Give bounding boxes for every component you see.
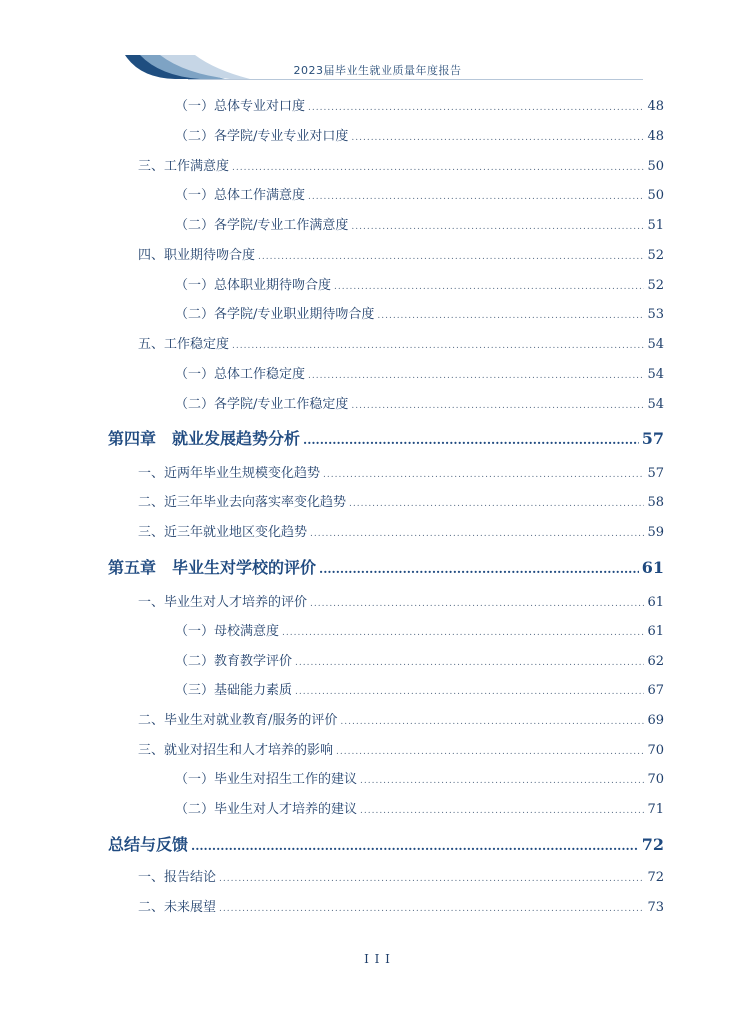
toc-entry-page: 50	[647, 188, 664, 203]
toc-entry-label: （二）毕业生对人才培养的建议	[175, 802, 358, 817]
toc-entry-label: （一）总体职业期待吻合度	[175, 278, 332, 293]
toc-dot-leader	[310, 599, 644, 609]
toc-entry-label: （一）总体工作满意度	[175, 188, 306, 203]
toc-entry-label: （二）各学院/专业职业期待吻合度	[175, 307, 375, 322]
toc-entry-label: 五、工作稳定度	[138, 337, 230, 352]
toc-dot-leader	[340, 717, 644, 727]
toc-entry[interactable]	[175, 95, 664, 115]
toc-entry[interactable]	[138, 521, 664, 541]
toc-dot-leader	[303, 433, 639, 447]
toc-dot-leader	[219, 904, 644, 914]
toc-entry-label: （二）各学院/专业工作稳定度	[175, 397, 349, 412]
toc-dot-leader	[351, 401, 644, 411]
toc-dot-leader	[295, 658, 644, 668]
toc-entry-page: 48	[647, 99, 664, 114]
toc-entry-page: 57	[647, 466, 664, 481]
toc-entry-page: 70	[647, 772, 664, 787]
toc-entry[interactable]	[138, 333, 664, 353]
toc-entry-page: 57	[641, 429, 664, 448]
toc-dot-leader	[349, 499, 644, 509]
toc-dot-leader	[258, 252, 644, 262]
toc-entry-label: （二）各学院/专业专业对口度	[175, 129, 349, 144]
toc-dot-leader	[295, 687, 644, 697]
toc-dot-leader	[336, 747, 644, 757]
toc-dot-leader	[308, 192, 644, 202]
toc-entry-page: 72	[641, 835, 664, 854]
toc-entry-page: 70	[647, 743, 664, 758]
toc-dot-leader	[360, 806, 644, 816]
toc-entry-label: 一、近两年毕业生规模变化趋势	[138, 466, 321, 481]
toc-entry-page: 54	[647, 397, 664, 412]
toc-entry[interactable]	[175, 303, 664, 323]
toc-entry-page: 61	[647, 624, 664, 639]
header-divider	[188, 79, 643, 80]
toc-entry-label: 二、未来展望	[138, 900, 217, 915]
toc-entry-page: 51	[647, 218, 664, 233]
toc-entry-label: 二、毕业生对就业教育/服务的评价	[138, 713, 338, 728]
toc-entry[interactable]	[175, 184, 664, 204]
toc-entry[interactable]	[175, 393, 664, 413]
toc-entry-label: 第四章 就业发展趋势分析	[108, 429, 301, 448]
toc-dot-leader	[219, 874, 644, 884]
toc-dot-leader	[232, 341, 644, 351]
toc-entry-label: （二）教育教学评价	[175, 654, 293, 669]
toc-entry-page: 62	[647, 654, 664, 669]
toc-dot-leader	[282, 628, 644, 638]
toc-dot-leader	[377, 311, 644, 321]
toc-entry[interactable]	[138, 462, 664, 482]
toc-entry-label: （二）各学院/专业工作满意度	[175, 218, 349, 233]
toc-entry[interactable]	[138, 739, 664, 759]
toc-entry-label: 二、近三年毕业去向落实率变化趋势	[138, 495, 347, 510]
toc-dot-leader	[351, 222, 644, 232]
toc-entry[interactable]	[175, 620, 664, 640]
toc-entry[interactable]	[138, 491, 664, 511]
toc-entry-page: 54	[647, 337, 664, 352]
toc-dot-leader	[351, 133, 644, 143]
toc-entry[interactable]	[138, 244, 664, 264]
toc-chapter-entry[interactable]	[108, 555, 664, 575]
toc-entry[interactable]	[138, 591, 664, 611]
toc-entry-label: 三、近三年就业地区变化趋势	[138, 525, 308, 540]
toc-chapter-entry[interactable]	[108, 832, 664, 852]
toc-entry-page: 72	[647, 870, 664, 885]
toc-entry[interactable]	[175, 363, 664, 383]
toc-entry-page: 52	[647, 278, 664, 293]
toc-entry-page: 50	[647, 159, 664, 174]
toc-entry-page: 73	[647, 900, 664, 915]
toc-entry-page: 58	[647, 495, 664, 510]
toc-entry-page: 48	[647, 129, 664, 144]
toc-dot-leader	[360, 776, 644, 786]
toc-entry-label: 三、就业对招生和人才培养的影响	[138, 743, 334, 758]
toc-entry[interactable]	[175, 679, 664, 699]
toc-entry-label: （一）总体工作稳定度	[175, 367, 306, 382]
toc-entry[interactable]	[175, 214, 664, 234]
toc-entry-page: 53	[647, 307, 664, 322]
toc-chapter-entry[interactable]	[108, 426, 664, 446]
toc-entry-label: （一）总体专业对口度	[175, 99, 306, 114]
toc-entry-label: （一）母校满意度	[175, 624, 280, 639]
toc-entry[interactable]	[138, 866, 664, 886]
toc-entry-page: 61	[647, 595, 664, 610]
toc-entry-page: 71	[647, 802, 664, 817]
toc-entry[interactable]	[138, 896, 664, 916]
toc-entry[interactable]	[175, 650, 664, 670]
toc-entry[interactable]	[138, 709, 664, 729]
toc-dot-leader	[308, 103, 644, 113]
toc-dot-leader	[232, 163, 644, 173]
toc-entry-label: （三）基础能力素质	[175, 683, 293, 698]
toc-entry-page: 52	[647, 248, 664, 263]
toc-entry[interactable]	[175, 125, 664, 145]
header-title: 2023届毕业生就业质量年度报告	[293, 64, 462, 77]
toc-entry[interactable]	[175, 798, 664, 818]
toc-entry-page: 59	[647, 525, 664, 540]
toc-dot-leader	[191, 839, 639, 853]
toc-entry-page: 54	[647, 367, 664, 382]
toc-entry-label: 第五章 毕业生对学校的评价	[108, 558, 317, 577]
toc-dot-leader	[334, 282, 644, 292]
toc-dot-leader	[323, 470, 644, 480]
toc-entry-label: 一、毕业生对人才培养的评价	[138, 595, 308, 610]
toc-entry-label: 三、工作满意度	[138, 159, 230, 174]
toc-entry[interactable]	[175, 274, 664, 294]
toc-entry-label: 四、职业期待吻合度	[138, 248, 256, 263]
toc-entry-page: 69	[647, 713, 664, 728]
toc-dot-leader	[308, 371, 644, 381]
toc-entry-label: （一）毕业生对招生工作的建议	[175, 772, 358, 787]
toc-entry-page: 67	[647, 683, 664, 698]
page-number: I I I	[364, 952, 391, 966]
toc-entry-label: 总结与反馈	[108, 835, 189, 854]
toc-dot-leader	[319, 562, 639, 576]
toc-entry[interactable]	[138, 155, 664, 175]
toc-entry-label: 一、报告结论	[138, 870, 217, 885]
toc-entry-page: 61	[641, 558, 664, 577]
toc-entry[interactable]	[175, 768, 664, 788]
toc-dot-leader	[310, 529, 644, 539]
